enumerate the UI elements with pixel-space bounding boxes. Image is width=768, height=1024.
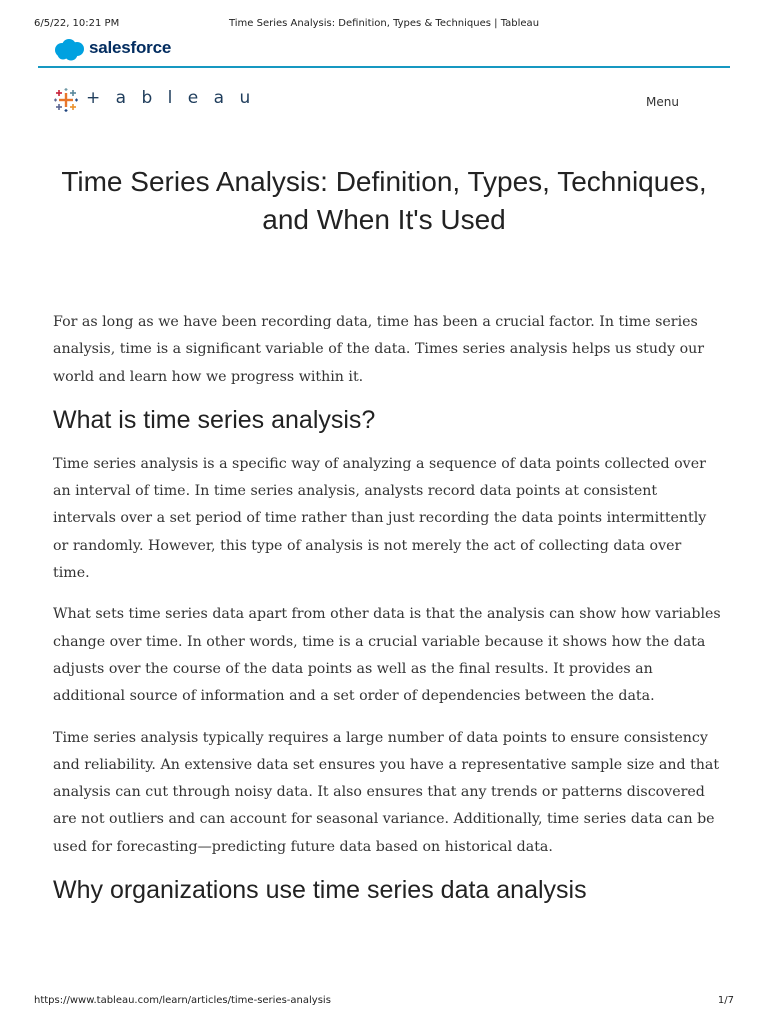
print-footer: [0, 993, 768, 1013]
article-body: [53, 309, 721, 921]
paragraph-definition: Time series analysis is a specific way of analyzing a sequence of data points collected over an interval of time. In time series analysis, analysts record data points at consistent intervals over a set period of time rather than just recording the data points intermittently or randomly. However, this type of analysis is not merely the act of collecting data over time.: [53, 455, 707, 582]
salesforce-cloud-icon[interactable]: [52, 38, 86, 62]
page-number: 1/7: [717, 995, 734, 1006]
paragraph-data-points: Time series analysis typically requires a large number of data points to ensure consistency and reliability. An extensive data set ensures you have a representative sample size and that analysis can cut through noisy data. It also ensures that any trends or patterns discovered are not outliers and can account for seasonal variance. Additionally, time series data can be used for forecasting—predicting future data based on historical data.: [53, 729, 720, 855]
tableau-cross-logo-icon[interactable]: [54, 88, 78, 112]
print-header: [0, 0, 768, 30]
paragraph-what-sets-apart: What sets time series data apart from other data is that the analysis can show how variables change over time. In other words, time is a crucial variable because it shows how the data adjusts over the course of the data points as well as the final results. It provides an additional source of information and a set order of dependencies between the data.: [53, 606, 721, 705]
tableau-wordmark[interactable]: + a b l e a u: [86, 88, 256, 108]
page-url: https://www.tableau.com/learn/articles/time-series-analysis: [34, 995, 331, 1006]
section-heading-what-is: What is time series analysis?: [53, 405, 376, 434]
print-page-title: Time Series Analysis: Definition, Types & Techniques | Tableau: [228, 18, 540, 29]
intro-paragraph: For as long as we have been recording data, time has been a crucial factor. In time series analysis, time is a significant variable of the data. Times series analysis helps us study our world and learn how we progress within it.: [53, 314, 705, 385]
article-title: Time Series Analysis: Definition, Types, Techniques, and When It's Used: [61, 166, 707, 235]
salesforce-wordmark[interactable]: salesforce: [89, 38, 172, 57]
menu-button[interactable]: Menu: [646, 95, 679, 109]
section-heading-why-organizations: Why organizations use time series data analysis: [53, 876, 587, 905]
salesforce-bar: [38, 38, 730, 68]
print-timestamp: 6/5/22, 10:21 PM: [34, 18, 120, 29]
